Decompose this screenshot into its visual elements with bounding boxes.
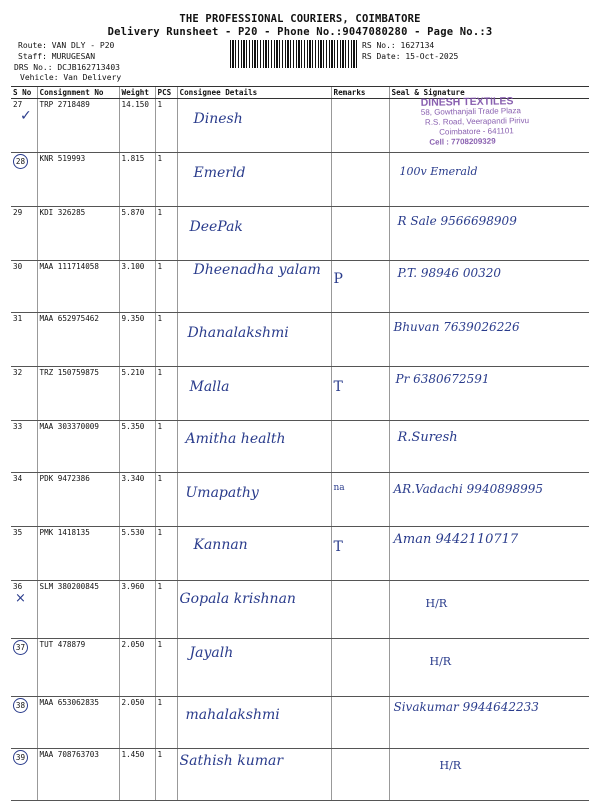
row-pcs: 1 [155,697,177,749]
table-row [11,153,589,207]
row-consignment-no: SLM 380200845 [37,581,119,639]
circled-sno: 28 [13,154,28,169]
row-pcs: 1 [155,527,177,581]
row-weight: 5.530 [119,527,155,581]
col-sno: S No [11,87,37,99]
row-consignment-no: MAA 303370009 [37,421,119,473]
table-row [11,367,589,421]
table-row [11,313,589,367]
row-weight: 2.050 [119,697,155,749]
runsheet-table [11,86,589,801]
drs-number: DRS No.: DCJB162713403 [14,63,120,72]
row-signature: 100v Emerald [389,153,589,207]
row-remark [331,99,389,153]
row-consignment-no: TRP 2718489 [37,99,119,153]
circled-sno: 39 [13,750,28,765]
row-consignee: Emerld [177,153,331,207]
row-consignee: Jayalh [177,639,331,697]
barcode [230,40,358,68]
row-consignment-no: MAA 708763703 [37,749,119,801]
row-signature: H/R [389,639,589,697]
stamp-phone: Cell : 7708209329 [429,136,496,147]
row-signature: Sivakumar 9944642233 [389,697,589,749]
row-weight: 5.870 [119,207,155,261]
row-sno [11,639,37,697]
row-remark [331,697,389,749]
row-signature: H/R [389,749,589,801]
row-remark [331,749,389,801]
row-consignee: Kannan [177,527,331,581]
company-title: THE PROFESSIONAL COURIERS, COIMBATORE [179,13,421,25]
row-sno: 30 [11,261,37,313]
row-sno: 34 [11,473,37,527]
stamp-address-1: 58, Gowthanjali Trade Plaza [420,106,521,117]
row-signature: AR.Vadachi 9940898995 [389,473,589,527]
table-row [11,639,589,697]
row-pcs: 1 [155,749,177,801]
row-consignment-no: PMK 1418135 [37,527,119,581]
stamp-address-2: R.S. Road, Veerapandi Pirivu [424,116,530,127]
row-consignee: Malla [177,367,331,421]
row-remark: T [331,527,389,581]
row-weight: 9.350 [119,313,155,367]
col-seal-signature: Seal & Signature [389,87,589,99]
row-sno: 35 [11,527,37,581]
row-consignment-no: KDI 326285 [37,207,119,261]
circled-sno: 38 [13,698,28,713]
col-weight: Weight [119,87,155,99]
row-sno-value: 36 [13,582,23,591]
row-sno [11,153,37,207]
row-consignee: Gopala krishnan [177,581,331,639]
row-remark [331,313,389,367]
row-consignment-no: PDK 9472386 [37,473,119,527]
row-remark [331,207,389,261]
staff-info: Staff: MURUGESAN [18,52,96,61]
row-pcs: 1 [155,367,177,421]
row-consignment-no: TUT 478879 [37,639,119,697]
table-row [11,749,589,801]
row-pcs: 1 [155,313,177,367]
row-signature: Bhuvan 7639026226 [389,313,589,367]
runsheet-subtitle: Delivery Runsheet - P20 - Phone No.:9047080280 - Page No.:3 [107,26,493,38]
cross-mark-icon: × [15,591,26,606]
circled-sno: 37 [13,640,28,655]
row-weight: 14.150 [119,99,155,153]
rs-date: RS Date: 15-Oct-2025 [362,52,459,61]
col-consignment: Consignment No [37,87,119,99]
row-sno: 27 [11,99,37,153]
row-signature: Aman 9442110717 [389,527,589,581]
row-signature: R Sale 9566698909 [389,207,589,261]
row-weight: 3.340 [119,473,155,527]
row-consignee: Dhanalakshmi [177,313,331,367]
row-pcs: 1 [155,153,177,207]
row-sno [11,697,37,749]
row-remark: na [331,473,389,527]
row-consignee: Dinesh [177,99,331,153]
table-row [11,473,589,527]
row-remark [331,639,389,697]
row-sno [11,749,37,801]
row-sno: 29 [11,207,37,261]
row-consignment-no: MAA 653062835 [37,697,119,749]
table-row [11,697,589,749]
row-consignee: Sathish kumar [177,749,331,801]
table-row [11,421,589,473]
vehicle-info: Vehicle: Van Delivery [20,73,122,82]
row-weight: 5.210 [119,367,155,421]
table-row [11,527,589,581]
row-remark: P [331,261,389,313]
table-row [11,581,589,639]
col-remarks: Remarks [331,87,389,99]
row-consignee: Amitha health [177,421,331,473]
row-weight: 1.450 [119,749,155,801]
row-weight: 3.960 [119,581,155,639]
row-weight: 2.050 [119,639,155,697]
row-remark [331,153,389,207]
col-consignee: Consignee Details [177,87,331,99]
row-weight: 5.350 [119,421,155,473]
stamp-address-3: Coimbatore - 641101 [439,126,514,137]
row-consignee: Dheenadha yalam [177,261,331,313]
row-weight: 3.100 [119,261,155,313]
row-pcs: 1 [155,421,177,473]
row-remark [331,421,389,473]
row-pcs: 1 [155,639,177,697]
row-pcs: 1 [155,581,177,639]
row-consignee: DeePak [177,207,331,261]
row-signature: R.Suresh [389,421,589,473]
table-row [11,207,589,261]
stamp-name: DINESH TEXTILES [420,95,514,109]
row-sno: 33 [11,421,37,473]
row-pcs: 1 [155,473,177,527]
table-row [11,261,589,313]
row-consignee: Umapathy [177,473,331,527]
check-mark-icon: ✓ [20,108,32,124]
col-pcs: PCS [155,87,177,99]
row-sno: 32 [11,367,37,421]
seal-stamp [385,95,561,148]
rs-number: RS No.: 1627134 [362,41,435,50]
row-signature: Pr 6380672591 [389,367,589,421]
row-pcs: 1 [155,207,177,261]
row-consignment-no: MAA 652975462 [37,313,119,367]
row-consignment-no: TRZ 150759875 [37,367,119,421]
row-consignee: mahalakshmi [177,697,331,749]
row-signature: H/R [389,581,589,639]
row-consignment-no: KNR 519993 [37,153,119,207]
row-pcs: 1 [155,99,177,153]
row-pcs: 1 [155,261,177,313]
row-sno: 31 [11,313,37,367]
row-signature: P.T. 98946 00320 [389,261,589,313]
row-remark: T [331,367,389,421]
row-consignment-no: MAA 111714058 [37,261,119,313]
row-sno [11,581,37,639]
row-remark [331,581,389,639]
route-info: Route: VAN DLY - P20 [18,41,115,50]
row-weight: 1.815 [119,153,155,207]
